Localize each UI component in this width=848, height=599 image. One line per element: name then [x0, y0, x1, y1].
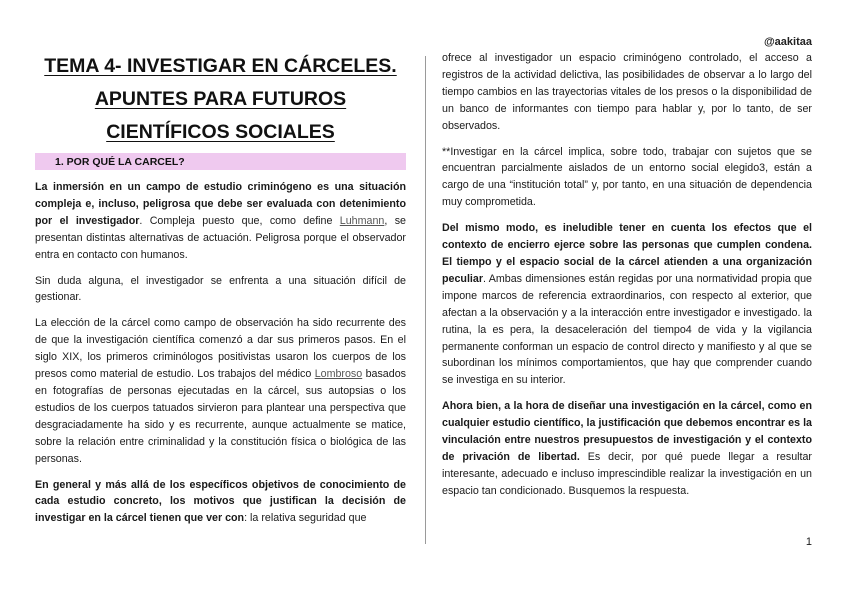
title-line-1: TEMA 4- INVESTIGAR EN CÁRCELES.	[44, 55, 397, 77]
title-line-2: APUNTES PARA FUTUROS	[94, 88, 347, 110]
right-p3-text: . Ambas dimensiones están regidas por una normatividad propia que impone marcos de referencia extraordinarios, con respecto al exterior, que afectan a la observación y a la interacción entre investigador e investigado. la rutina, la es pera, la desaceleración del tiempo4 de vida y la vigilancia permanente conforman un espacio de control directo y manifiesto y al que se subordinan los mínimos comportamientos, que hay que comprender cuando se investiga en su interior.	[442, 272, 812, 387]
left-p3-text: La elección de la cárcel como campo de observación ha sido recurrente des de que la investigación científica comenzó a dar sus primeros pasos. En el siglo XIX, los primeros criminólogos positivistas usaron los cuerpos de los presos como material de estudio. Los trabajos del médico	[35, 317, 406, 381]
right-paragraph-2: **Investigar en la cárcel implica, sobre todo, trabajar con sujetos que se encuentran parcialmente aislados de un entorno social elegido3, están a cargo de una “institución total” y, por tanto, en una situación de dependencia muy comprometida.	[442, 145, 812, 209]
right-p4-bold: Ahora bien, a la hora de diseñar una investigación en la cárcel, como en cualquier estudio científico, la justificación que debemos encontrar es la vinculación entre nuestros presupuestos de investigación y el contexto de privación de libertad.	[442, 400, 812, 463]
right-column	[442, 50, 812, 509]
luhmann-link[interactable]: Luhmann	[339, 214, 385, 227]
column-divider	[425, 56, 426, 544]
left-p1-text-2: , se presentan distintas alternativas de actuación. Peligrosa porque el observador entra en contacto con humanos.	[35, 214, 406, 261]
section-heading: 1. POR QUÉ LA CARCEL?	[35, 153, 406, 170]
lombroso-link[interactable]: Lombroso	[314, 368, 363, 381]
left-p1-bold: La inmersión en un campo de estudio criminógeno es una situación compleja e, incluso, peligrosa que debe ser evaluada con detenimiento por el investigador	[35, 181, 406, 227]
right-paragraph-4	[442, 398, 812, 499]
right-p3-bold: Del mismo modo, es ineludible tener en cuenta los efectos que el contexto de encierro ejerce sobre las personas que cumplen condena. El tiempo y el espacio social de la cárcel atienden a una organización peculiar	[442, 222, 812, 285]
left-p4-bold: En general y más allá de los específicos objetivos de conocimiento de cada estudio concreto, los motivos que justifican la decisión de investigar en la cárcel tienen que ver con	[35, 478, 406, 525]
left-column	[35, 50, 406, 536]
author-watermark: @aakitaa	[763, 36, 812, 48]
left-paragraph-1	[35, 179, 406, 264]
left-p1-text: . Compleja puesto que, como define	[139, 214, 340, 227]
page-title	[35, 50, 406, 149]
left-p3-text-2: basados en fotografías de personas ejecutadas en la cárcel, sus autopsias o los estudios de los cuerpos tatuados sirvieron para plantear una perspectiva que desgraciadamente ha sido y es recurrente, aunque actualmente se matice, sobre la relación entre criminalidad y la constitución física o biológica de las personas.	[35, 368, 406, 465]
left-paragraph-3	[35, 315, 406, 467]
right-p4-text: Es decir, por qué puede llegar a resultar interesante, adecuado e incluso imprescindible realizar la investigación en un espacio tan condicionado. Busquemos la respuesta.	[442, 450, 812, 497]
left-paragraph-2: Sin duda alguna, el investigador se enfrenta a una situación difícil de gestionar.	[35, 274, 406, 304]
page-number: 1	[805, 536, 812, 548]
left-p4-text: : la relativa seguridad que	[244, 512, 367, 525]
right-paragraph-1: ofrece al investigador un espacio criminógeno controlado, el acceso a registros de la actividad delictiva, las posibilidades de observar a lo largo del tiempo cambios en las trayectorias vitales de los presos o la disponibilidad de un banco de informantes con tiempo para hablar y, por lo tanto, de ser observados.	[442, 52, 812, 132]
right-paragraph-3	[442, 220, 812, 389]
left-paragraph-4	[35, 477, 406, 528]
title-line-3: CIENTÍFICOS SOCIALES	[106, 121, 335, 143]
